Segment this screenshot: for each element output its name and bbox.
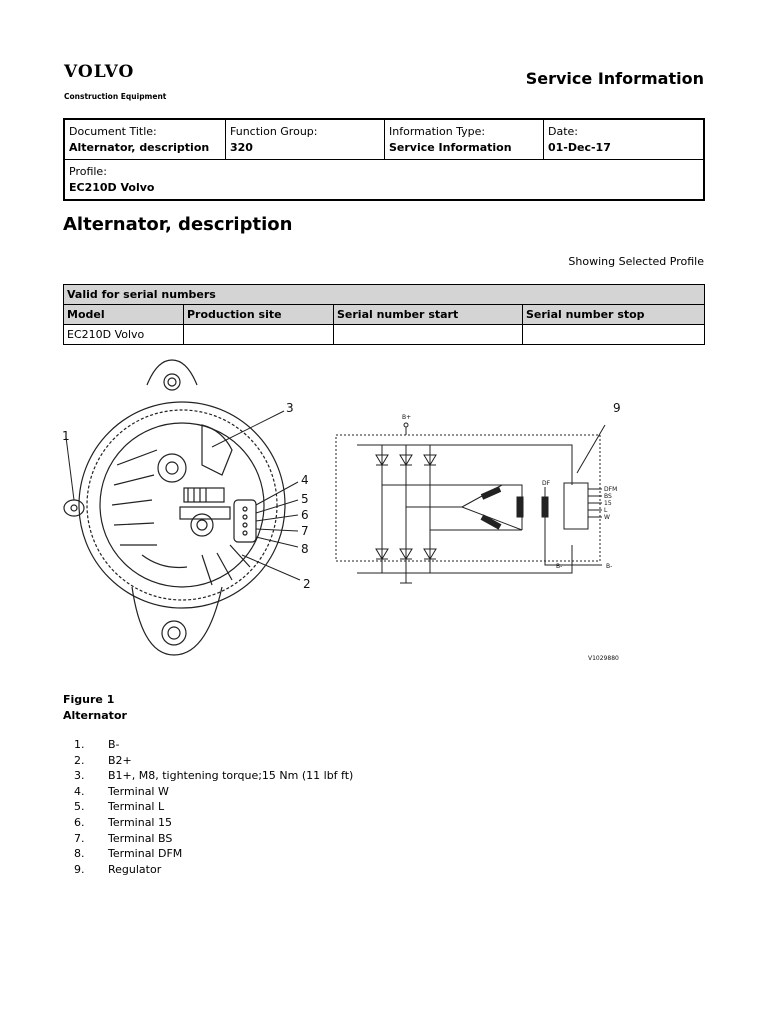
schematic-label-15: 15	[604, 500, 612, 507]
list-item-text: B1+, M8, tightening torque;15 Nm (11 lbf ft)	[108, 769, 354, 783]
schematic-label-bminus-outer: B-	[606, 563, 613, 570]
document-meta-table	[63, 118, 705, 201]
list-item	[74, 737, 353, 753]
figure-image-id: V1029880	[588, 655, 619, 662]
table-row	[64, 325, 705, 345]
callout-5: 5	[301, 492, 309, 506]
list-item-number: 3.	[74, 769, 85, 783]
list-item-text: Terminal DFM	[108, 847, 183, 861]
page-title: Alternator, description	[63, 214, 293, 235]
column-header: Model	[64, 305, 184, 325]
document-title-label: Document Title:	[69, 125, 157, 138]
callout-1: 1	[62, 429, 70, 443]
circuit-schematic	[336, 423, 605, 583]
meta-cell-profile	[64, 160, 704, 201]
showing-profile-text: Showing Selected Profile	[568, 255, 704, 268]
callout-2: 2	[303, 577, 311, 591]
serials-caption: Valid for serial numbers	[64, 285, 705, 305]
information-type-label: Information Type:	[389, 125, 486, 138]
alternator-drawing	[64, 360, 285, 655]
alternator-figure	[62, 355, 662, 665]
list-item-number: 8.	[74, 847, 85, 861]
volvo-logo: VOLVO	[64, 62, 135, 82]
schematic-label-df: DF	[542, 480, 551, 487]
profile-label: Profile:	[69, 165, 107, 178]
list-item-number: 7.	[74, 831, 85, 845]
meta-cell-information-type	[385, 119, 544, 160]
list-item-text: Terminal 15	[108, 815, 172, 829]
information-type-value: Service Information	[389, 141, 512, 154]
list-item-text: B-	[108, 738, 120, 751]
list-item	[74, 815, 353, 831]
logo-subtitle: Construction Equipment	[64, 92, 167, 101]
list-item	[74, 831, 353, 847]
callout-numbers	[62, 401, 621, 591]
schematic-labels	[402, 414, 619, 662]
table-cell	[523, 325, 705, 345]
figure-caption	[63, 692, 127, 724]
callout-6: 6	[301, 508, 309, 522]
table-cell	[334, 325, 523, 345]
callout-4: 4	[301, 473, 309, 487]
list-item-text: Regulator	[108, 862, 162, 876]
list-item-text: B2+	[108, 753, 132, 767]
schematic-label-bminus-inner: B-	[556, 563, 563, 570]
callout-7: 7	[301, 524, 309, 538]
column-header: Production site	[184, 305, 334, 325]
list-item-number: 1.	[74, 738, 85, 751]
list-item-text: Terminal W	[108, 784, 169, 798]
profile-value: EC210D Volvo	[69, 181, 155, 194]
list-item-number: 2.	[74, 753, 85, 767]
function-group-label: Function Group:	[230, 125, 318, 138]
list-item-text: Terminal L	[108, 800, 165, 814]
list-item-number: 4.	[74, 784, 85, 798]
figure-legend-list	[74, 737, 353, 877]
list-item	[74, 768, 353, 784]
callout-9: 9	[613, 401, 621, 415]
table-cell: EC210D Volvo	[64, 325, 184, 345]
document-type-heading: Service Information	[525, 69, 704, 88]
list-item-text: Terminal BS	[108, 831, 173, 845]
schematic-label-dfm: DFM	[604, 486, 618, 493]
list-item	[74, 862, 353, 878]
list-item	[74, 784, 353, 800]
column-header: Serial number stop	[523, 305, 705, 325]
figure-title: Alternator	[63, 709, 127, 722]
function-group-value: 320	[230, 141, 253, 154]
meta-cell-document-title	[64, 119, 226, 160]
list-item	[74, 846, 353, 862]
list-item	[74, 753, 353, 769]
list-item-number: 5.	[74, 800, 85, 814]
callout-3: 3	[286, 401, 294, 415]
schematic-label-bplus: B+	[402, 414, 412, 421]
document-title-value: Alternator, description	[69, 141, 210, 154]
meta-cell-function-group	[226, 119, 385, 160]
callout-8: 8	[301, 542, 309, 556]
table-cell	[184, 325, 334, 345]
schematic-label-bs: BS	[604, 493, 612, 500]
meta-cell-date	[544, 119, 705, 160]
list-item-number: 9.	[74, 862, 85, 876]
column-header: Serial number start	[334, 305, 523, 325]
date-value: 01-Dec-17	[548, 141, 611, 154]
schematic-label-l: L	[604, 507, 608, 514]
list-item	[74, 799, 353, 815]
list-item-number: 6.	[74, 815, 85, 829]
date-label: Date:	[548, 125, 578, 138]
schematic-label-w: W	[604, 514, 610, 521]
figure-number: Figure 1	[63, 693, 115, 706]
serial-numbers-table	[63, 284, 705, 345]
